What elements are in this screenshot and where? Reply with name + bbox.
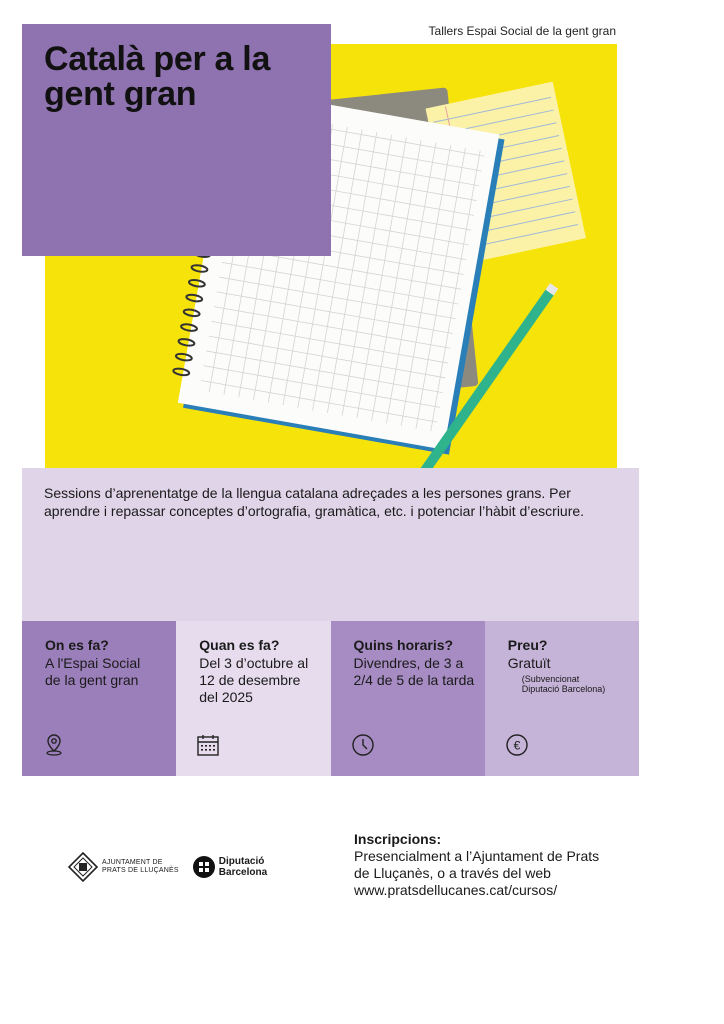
hours-text: Divendres, de 3 a 2/4 de 5 de la tarda — [353, 655, 475, 688]
when-text: Del 3 d’octubre al 12 de desembre del 2025 — [199, 655, 309, 705]
page-title: Català per a la gent gran — [44, 40, 271, 113]
inscriptions-heading: Inscripcions: — [354, 831, 442, 847]
when-column — [176, 621, 330, 776]
description-text: Sessions d’aprenentatge de la llengua catalana adreçades a les persones grans. Per aprendre i repassar conceptes d’ortografia, gramàtica, etc. i potenciar l’hàbit d’escriure. — [44, 485, 585, 519]
price-text: Gratuït — [507, 655, 551, 671]
calendar-icon — [196, 733, 220, 757]
logos — [68, 852, 267, 882]
ajuntament-seal-icon — [68, 852, 98, 882]
svg-text:€: € — [513, 738, 521, 753]
ajuntament-logo-text: AJUNTAMENT DE PRATS DE LLUÇANÈS — [102, 859, 179, 874]
where-heading: On es fa? — [45, 637, 109, 653]
diputacio-logo — [193, 856, 267, 878]
euro-icon — [505, 733, 529, 757]
info-columns — [22, 621, 639, 776]
top-note: Tallers Espai Social de la gent gran — [428, 24, 616, 38]
hours-column — [331, 621, 485, 776]
where-column — [22, 621, 176, 776]
where-text: A l'Espai Social de la gent gran — [45, 655, 141, 688]
inscriptions-text: Presencialment a l’Ajuntament de Prats de Lluçanès, o a través del web www.pratsdellucanes.cat/cursos/ — [354, 848, 600, 898]
inscriptions — [354, 831, 644, 899]
clock-icon — [351, 733, 375, 757]
price-column — [485, 621, 639, 776]
hours-heading: Quins horaris? — [353, 637, 454, 653]
price-heading: Preu? — [507, 637, 548, 653]
diputacio-logo-text: Diputació Barcelona — [218, 856, 268, 878]
price-note: (Subvencionat Diputació Barcelona) — [521, 674, 606, 694]
title-box — [22, 24, 331, 256]
description-box — [22, 468, 639, 621]
diputacio-seal-icon — [193, 856, 215, 878]
ajuntament-logo — [68, 852, 179, 882]
location-pin-icon — [42, 733, 66, 757]
when-heading: Quan es fa? — [199, 637, 280, 653]
